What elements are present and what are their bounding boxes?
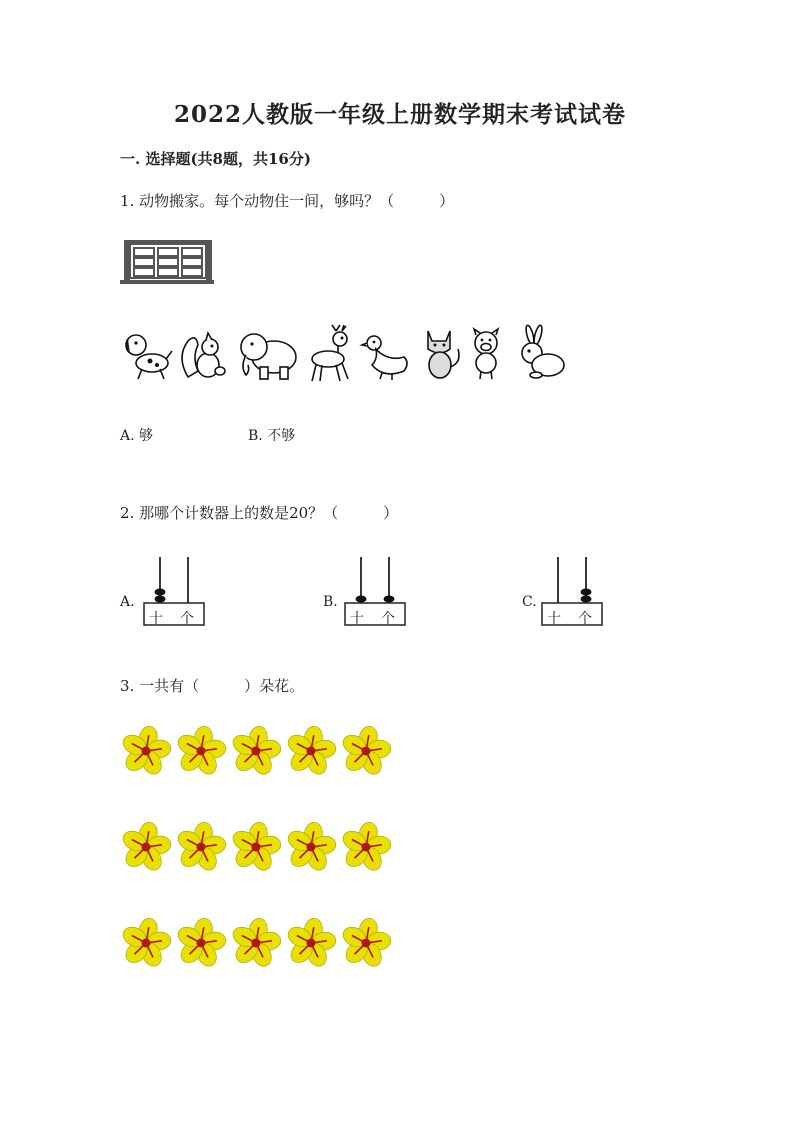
flower-grid (120, 725, 400, 985)
ones-bead (384, 596, 395, 603)
animals-row (120, 325, 580, 385)
flower-icon (340, 725, 392, 777)
flower-icon (285, 821, 337, 873)
tens-bead (356, 596, 367, 603)
flower-icon (285, 725, 337, 777)
flower-icon (120, 725, 172, 777)
house-rooms-icon (120, 240, 214, 286)
flower-icon (230, 917, 282, 969)
flower-icon (230, 725, 282, 777)
abacus-c-ones-label: 个 (578, 611, 592, 627)
flower-icon (120, 821, 172, 873)
tens-bead (155, 596, 166, 603)
squirrel-icon (178, 327, 228, 381)
rabbit-icon (512, 329, 568, 381)
abacus-b-ones-label: 个 (381, 611, 395, 627)
abacus-c[interactable] (540, 555, 604, 629)
flower-icon (175, 725, 227, 777)
abacus-b-tens-label: 十 (350, 611, 364, 627)
ones-bead (581, 596, 592, 603)
question-3: 3. 一共有（ ）朵花。 (120, 677, 305, 695)
abacus-a[interactable] (142, 555, 206, 629)
q2-option-c-label[interactable]: C. (522, 594, 537, 610)
flower-icon (175, 917, 227, 969)
abacus-c-tens-label: 十 (547, 611, 561, 627)
q1-option-a[interactable]: A. 够 (120, 428, 154, 444)
flower-icon (340, 917, 392, 969)
q2-option-b-label[interactable]: B. (323, 594, 338, 610)
ones-bead (581, 589, 592, 596)
pig-icon (466, 327, 506, 381)
section-heading: 一. 选择题(共8题，共16分) (120, 150, 311, 168)
flower-icon (285, 917, 337, 969)
q1-option-b[interactable]: B. 不够 (248, 428, 296, 444)
question-2: 2. 那哪个计数器上的数是20？（ ） (120, 504, 399, 522)
q2-option-a-label[interactable]: A. (120, 594, 135, 610)
abacus-a-ones-label: 个 (180, 611, 194, 627)
flower-icon (230, 821, 282, 873)
abacus-a-tens-label: 十 (149, 611, 163, 627)
deer-icon (306, 325, 360, 383)
duck-icon (364, 333, 412, 381)
page-title: 2022人教版一年级上册数学期末考试试卷 (173, 101, 626, 128)
abacus-b[interactable] (343, 555, 407, 629)
cat-icon (420, 327, 464, 381)
dog-icon (122, 329, 172, 381)
flower-icon (340, 821, 392, 873)
elephant-icon (236, 327, 300, 383)
tens-bead (155, 589, 166, 596)
flower-icon (120, 917, 172, 969)
question-1: 1. 动物搬家。每个动物住一间，够吗？（ ） (120, 192, 455, 210)
flower-icon (175, 821, 227, 873)
